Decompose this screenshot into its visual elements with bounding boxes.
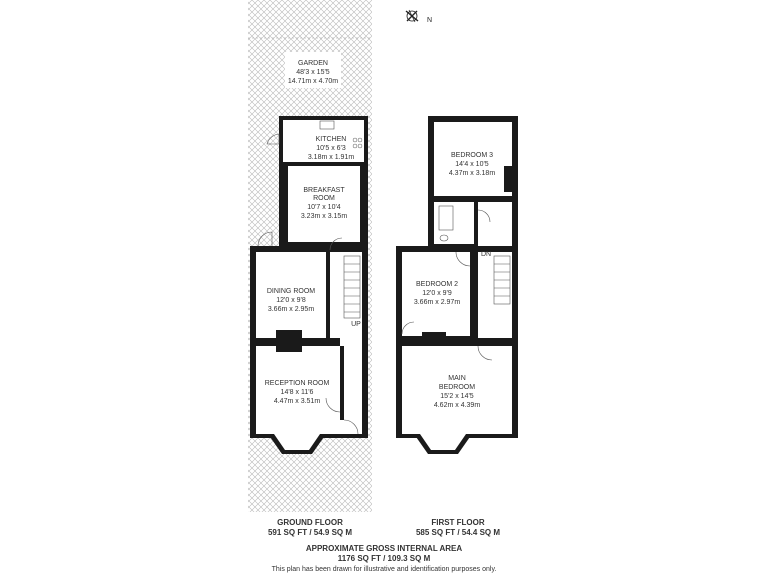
dining-room-floor bbox=[256, 252, 326, 338]
stairs-up-label: UP bbox=[351, 321, 361, 328]
reception-imperial: 14'8 x 11'6 bbox=[280, 389, 314, 396]
breakfast-name: BREAKFAST bbox=[303, 187, 345, 194]
main-bedroom-metric: 4.62m x 4.39m bbox=[433, 402, 481, 409]
bedroom3-imperial: 14'4 x 10'5 bbox=[455, 161, 489, 168]
bedroom3-name: BEDROOM 3 bbox=[450, 152, 494, 159]
landing-floor bbox=[478, 202, 512, 248]
garden-imperial: 48'3 x 15'5 bbox=[296, 69, 330, 76]
garden-metric: 14.71m x 4.70m bbox=[287, 78, 339, 85]
first-floor-caption bbox=[396, 518, 520, 538]
kitchen-metric: 3.18m x 1.91m bbox=[307, 154, 355, 161]
dining-name: DINING ROOM bbox=[266, 288, 316, 295]
ground-floor-area: 591 SQ FT / 54.9 SQ M bbox=[267, 528, 353, 537]
bedroom2-metric: 3.66m x 2.97m bbox=[413, 299, 461, 306]
garden-name: GARDEN bbox=[298, 60, 328, 67]
dining-metric: 3.66m x 2.95m bbox=[267, 306, 315, 313]
kitchen-imperial: 10'5 x 6'3 bbox=[316, 145, 346, 152]
bedroom2-imperial: 12'0 x 9'9 bbox=[422, 290, 452, 297]
gross-area-block bbox=[0, 544, 768, 564]
disclaimer: This plan has been drawn for illustrative and identification purposes only. bbox=[271, 566, 497, 573]
breakfast-metric: 3.23m x 3.15m bbox=[300, 213, 348, 220]
first-floor-area: 585 SQ FT / 54.4 SQ M bbox=[415, 528, 501, 537]
gross-area-title: APPROXIMATE GROSS INTERNAL AREA bbox=[305, 544, 463, 553]
compass-icon bbox=[406, 10, 418, 22]
reception-name: RECEPTION ROOM bbox=[264, 380, 330, 387]
bedroom3-metric: 4.37m x 3.18m bbox=[448, 170, 496, 177]
gross-area-value: 1176 SQ FT / 109.3 SQ M bbox=[337, 554, 431, 563]
bedroom2-name: BEDROOM 2 bbox=[415, 281, 459, 288]
dining-imperial: 12'0 x 9'8 bbox=[276, 297, 306, 304]
breakfast-imperial: 10'7 x 10'4 bbox=[307, 204, 341, 211]
ground-floor-caption bbox=[250, 518, 370, 538]
kitchen-name: KITCHEN bbox=[315, 136, 347, 143]
main-bedroom-fireplace bbox=[422, 332, 446, 344]
breakfast-name-2: ROOM bbox=[313, 195, 335, 202]
stairs-down-label: DN bbox=[480, 251, 492, 258]
ground-floor-title: GROUND FLOOR bbox=[277, 518, 343, 527]
compass-north-label: N bbox=[427, 17, 433, 24]
reception-metric: 4.47m x 3.51m bbox=[273, 398, 321, 405]
first-floor-title: FIRST FLOOR bbox=[431, 518, 485, 527]
main-bedroom-imperial: 15'2 x 14'5 bbox=[440, 393, 474, 400]
bedroom3-floor bbox=[434, 122, 512, 196]
main-bedroom-name-2: BEDROOM bbox=[438, 384, 476, 391]
main-bedroom-name: MAIN bbox=[448, 375, 466, 382]
reception-fireplace bbox=[276, 340, 302, 352]
